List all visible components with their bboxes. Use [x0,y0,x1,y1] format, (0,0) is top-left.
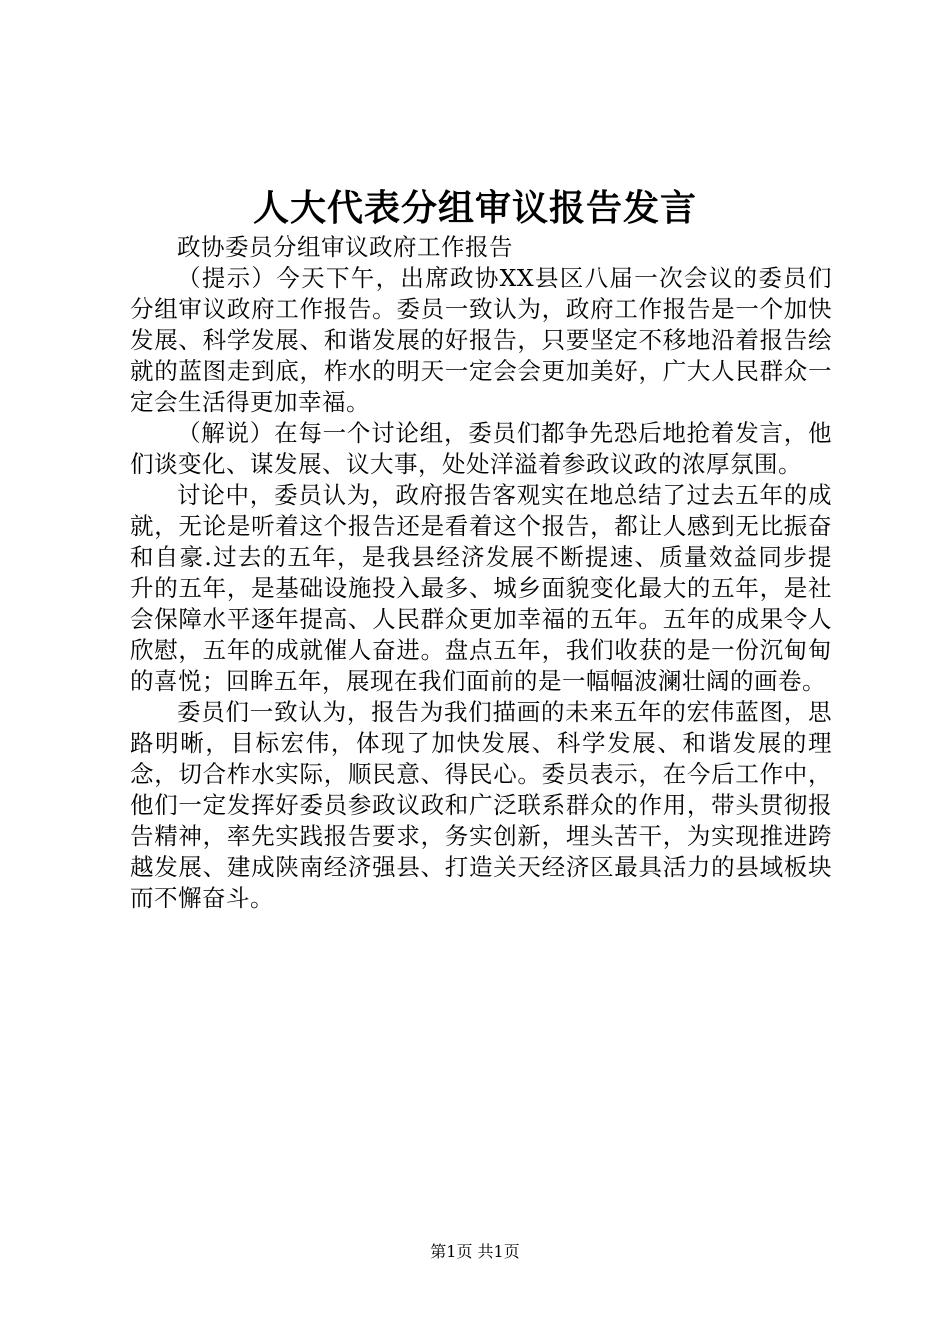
document-body [130,232,832,914]
paragraph-subtitle: 政协委员分组审议政府工作报告 [177,233,513,261]
document-title: 人大代表分组审议报告发言 [252,188,697,229]
paragraph-prompt: （提示）今天下午，出席政协XX县区八届一次会议的委员们分组审议政府工作报告。委员一致认为，政府工作报告是一个加快发展、科学发展、和谐发展的好报告，只要坚定不移地沿着报告绘就的蓝图走到底，柞水的明天一定会会更加美好，广大人民群众一定会生活得更加幸福。 [130,264,832,416]
paragraph-discussion: 讨论中，委员认为，政府报告客观实在地总结了过去五年的成就，无论是听着这个报告还是看着这个报告，都让人感到无比振奋和自豪.过去的五年，是我县经济发展不断提速、质量效益同步提升的五年，是基础设施投入最多、城乡面貌变化最大的五年，是社会保障水平逐年提高、人民群众更加幸福的五年。五年的成果令人欣慰，五年的成就催人奋进。盘点五年，我们收获的是一份沉甸甸的喜悦；回眸五年，展现在我们面前的是一幅幅波澜壮阔的画卷。 [130,481,832,695]
paragraph-commentary: （解说）在每一个讨论组，委员们都争先恐后地抢着发言，他们谈变化、谋发展、议大事，处处洋溢着参政议政的浓厚氛围。 [130,419,832,478]
page-number-footer: 第1页 共1页 [430,1242,520,1261]
paragraph-conclusion: 委员们一致认为，报告为我们描画的未来五年的宏伟蓝图，思路明晰，目标宏伟，体现了加快发展、科学发展、和谐发展的理念，切合柞水实际，顺民意、得民心。委员表示，在今后工作中，他们一定发挥好委员参政议政和广泛联系群众的作用，带头贯彻报告精神，率先实践报告要求，务实创新，埋头苦干，为实现推进跨越发展、建成陕南经济强县、打造关天经济区最具活力的县域板块而不懈奋斗。 [130,698,832,912]
